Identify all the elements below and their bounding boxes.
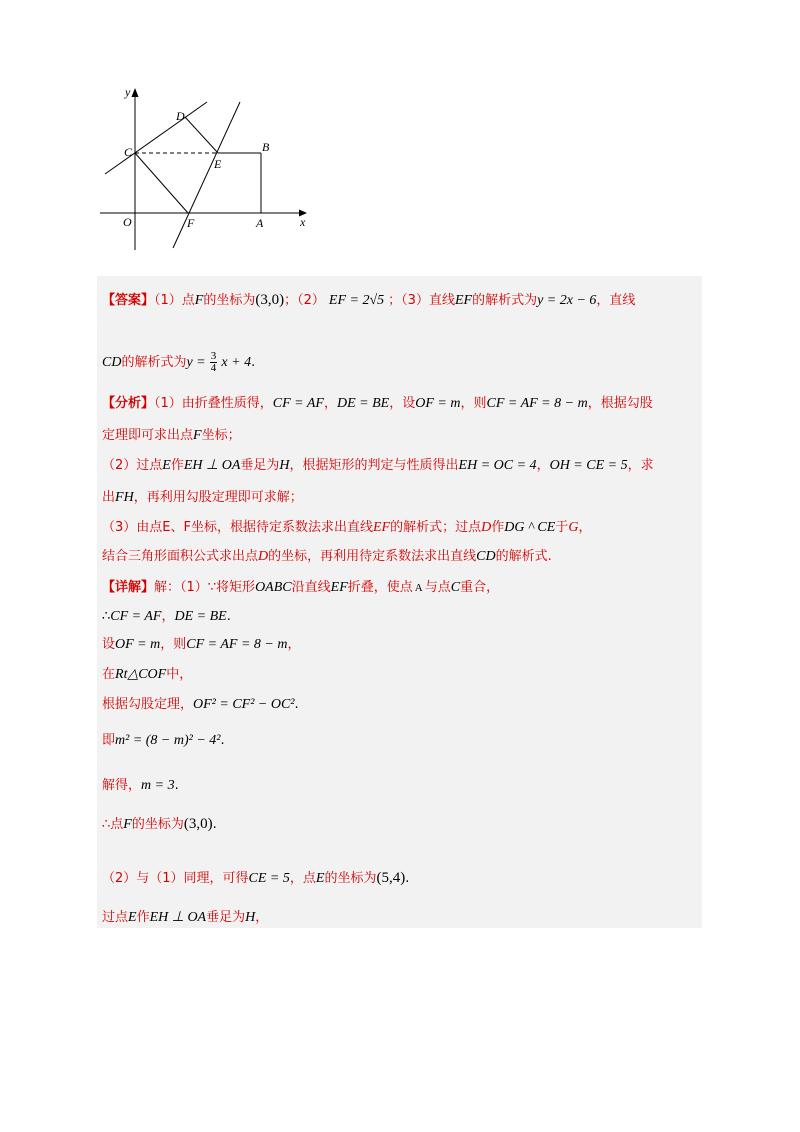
answer-line-2 — [102, 351, 255, 374]
math: m² = (8 − m)² − 4² — [115, 733, 221, 748]
text: 解得， — [102, 778, 142, 793]
math: (3,0) — [255, 292, 285, 308]
math: C — [450, 580, 461, 595]
math: E — [128, 910, 137, 925]
text: ，则 — [460, 396, 487, 411]
math: F — [193, 428, 202, 443]
text: . — [174, 778, 179, 793]
text: ， — [578, 520, 592, 535]
math: EF — [454, 293, 473, 308]
math: E — [162, 458, 171, 473]
text: 出 — [102, 490, 116, 505]
fraction — [210, 351, 218, 374]
label-c: C — [124, 145, 133, 159]
math: H — [279, 458, 290, 473]
text: ，再利用勾股定理即可求解； — [133, 490, 303, 505]
text: （3）由点 — [102, 520, 163, 535]
answer-tag: 【答案】 — [102, 293, 155, 308]
text: 的坐标，再利用待定系数法求出直线 — [268, 549, 477, 564]
math: OH = CE = 5 — [549, 458, 628, 473]
text: . — [220, 733, 225, 748]
detail-line-5 — [102, 697, 299, 713]
line-cd — [105, 102, 207, 174]
math: OABC — [255, 580, 292, 595]
text: 作 — [170, 458, 184, 473]
text: 的坐标为 — [203, 293, 256, 308]
text: ， — [255, 910, 269, 925]
math: DG ^ CE — [504, 520, 556, 535]
analysis-line-3 — [102, 458, 654, 474]
label-y: y — [125, 85, 131, 99]
text: 坐标； — [201, 428, 241, 443]
math: CD — [476, 549, 496, 564]
math: 3 — [210, 350, 217, 362]
text: . — [251, 355, 256, 370]
math: EH ⊥ OA — [183, 458, 241, 473]
text: 垂足为 — [206, 910, 246, 925]
text: ； — [284, 293, 298, 308]
text: （1）由折叠性质得， — [154, 396, 273, 411]
text: （1）点 — [154, 293, 195, 308]
analysis-line-5 — [102, 520, 591, 536]
text: 定理即可求出点 — [102, 428, 194, 443]
text: 垂足为 — [240, 458, 280, 473]
analysis-tag: 【分析】 — [102, 396, 155, 411]
text: （2） — [297, 293, 325, 308]
math: E — [315, 871, 325, 886]
math: OF² = CF² − OC² — [193, 697, 295, 712]
text: ，设 — [389, 396, 416, 411]
math: D — [258, 549, 269, 564]
detail-line-1 — [102, 580, 499, 596]
math: (5,4) — [376, 870, 406, 886]
math: G — [568, 520, 579, 535]
text: ； — [388, 293, 402, 308]
text: 坐标，根据待定系数法求出直线 — [190, 520, 373, 535]
label-a: A — [256, 216, 264, 230]
label-e: E — [214, 157, 222, 171]
detail-line-8 — [102, 816, 217, 833]
line-ef — [173, 102, 240, 248]
math: A — [414, 582, 423, 594]
math: EH ⊥ OA — [149, 910, 207, 925]
text: ，根据勾股 — [587, 396, 653, 411]
text: ， — [287, 637, 301, 652]
segment-cf — [135, 153, 188, 213]
text: ， — [536, 458, 550, 473]
math: OF = m — [415, 396, 461, 411]
coordinate-diagram — [95, 80, 320, 260]
text: 在 — [102, 667, 116, 682]
text: 作 — [136, 910, 150, 925]
text: 折叠，使点 — [347, 580, 413, 595]
detail-line-3 — [102, 637, 300, 653]
math: Rt△COF — [115, 667, 167, 682]
text: 的解析式. — [495, 549, 552, 564]
text: ，根据矩形的判定与性质得出 — [289, 458, 459, 473]
text: 过点 — [102, 910, 129, 925]
analysis-line-2 — [102, 428, 241, 444]
detail-line-7 — [102, 778, 179, 794]
label-d: D — [176, 109, 185, 123]
math: (3,0) — [183, 816, 213, 832]
text: （3）直线 — [401, 293, 455, 308]
segment-de — [185, 117, 218, 153]
math: D — [481, 520, 492, 535]
label-b: B — [262, 140, 270, 154]
text: ，直线 — [596, 293, 636, 308]
text: . — [294, 697, 299, 712]
text: 重合， — [460, 580, 500, 595]
label-o: O — [123, 215, 132, 229]
text: 结合三角形面积公式求出点 — [102, 549, 259, 564]
y-axis-arrow — [132, 88, 139, 97]
math: DE = BE — [174, 609, 227, 624]
text: ， — [161, 609, 175, 624]
math: 4 — [210, 362, 217, 374]
analysis-line-4 — [102, 490, 303, 506]
detail-line-4 — [102, 667, 192, 683]
math: x + 4 — [221, 355, 252, 370]
analysis-line-6 — [102, 549, 552, 565]
math: m = 3 — [141, 778, 175, 793]
text: 的坐标为 — [324, 871, 377, 886]
text: ，求 — [627, 458, 654, 473]
math: F — [194, 293, 204, 308]
math: H — [245, 910, 256, 925]
text: ，则 — [160, 637, 187, 652]
math: CF = AF = 8 − m — [186, 637, 288, 652]
text: （2）与（1）同理，可得 — [102, 871, 249, 886]
math: FH — [115, 490, 134, 505]
text: 作 — [491, 520, 505, 535]
detail-line-2 — [102, 609, 231, 625]
geometry-figure — [95, 80, 320, 260]
math: CF = AF — [110, 609, 162, 624]
text: ∴ — [102, 609, 111, 624]
text: ∴点 — [102, 817, 124, 832]
math: EH = OC = 4 — [458, 458, 537, 473]
label-x: x — [300, 215, 306, 229]
text: 设 — [102, 637, 116, 652]
analysis-line-1 — [102, 396, 653, 412]
text: （2）过点 — [102, 458, 163, 473]
math: OF = m — [115, 637, 161, 652]
detail-tag: 【详解】 — [102, 580, 155, 595]
text: E、F — [162, 520, 191, 535]
text: 解：（1）∵将矩形 — [154, 580, 256, 595]
text: 根据勾股定理， — [102, 697, 194, 712]
text: 与点 — [424, 580, 451, 595]
math: CF = AF = 8 − m — [486, 396, 588, 411]
text: 于 — [555, 520, 569, 535]
text: 即 — [102, 733, 116, 748]
text: 沿直线 — [291, 580, 331, 595]
text: 的解析式为 — [472, 293, 538, 308]
math: EF — [373, 520, 391, 535]
math: CE = 5 — [248, 871, 290, 886]
text: 的坐标为 — [131, 817, 184, 832]
math: EF — [330, 580, 348, 595]
math: F — [123, 817, 132, 832]
math: DE = BE — [337, 396, 390, 411]
math: y = — [186, 355, 206, 370]
text: 中， — [166, 667, 193, 682]
text: . — [226, 609, 231, 624]
detail-line-6 — [102, 733, 225, 749]
text: . — [212, 817, 217, 832]
detail-line-10 — [102, 910, 268, 926]
text: . — [405, 871, 410, 886]
math: CD — [102, 355, 122, 370]
answer-line-1 — [102, 292, 635, 309]
detail-line-9 — [102, 870, 409, 887]
text: ，点 — [289, 871, 316, 886]
label-f: F — [187, 216, 195, 230]
text: 的解析式为 — [121, 355, 187, 370]
text: ， — [323, 396, 337, 411]
math: EF = 2√5 — [328, 293, 385, 308]
math: CF = AF — [272, 396, 324, 411]
math: y = 2x − 6 — [537, 293, 597, 308]
text: 的解析式；过点 — [390, 520, 482, 535]
